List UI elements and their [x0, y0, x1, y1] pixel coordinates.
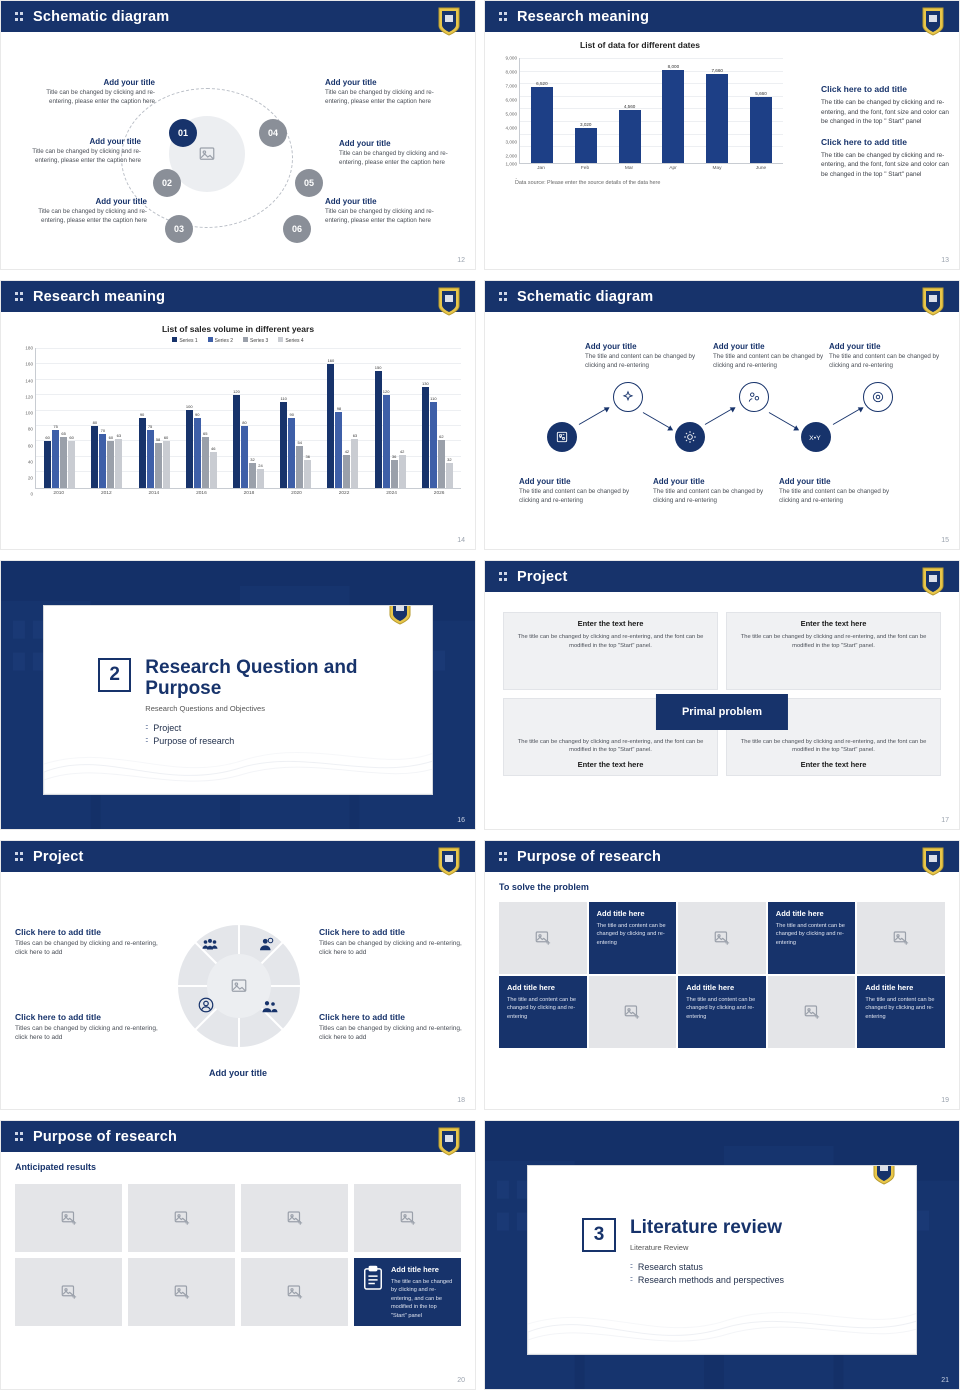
flow-top-caption-2: Add your title The title and content can be changed by clicking and re-entering [713, 342, 824, 369]
bullet-marker-icon: :: [630, 1263, 632, 1271]
cover-card [527, 1165, 917, 1355]
legend-series-1: Series 1 [172, 337, 197, 344]
bar-apr: 8,000 [656, 58, 690, 163]
y-axis: 180 160 140 120 100 80 60 40 20 0 [25, 345, 33, 497]
svg-text:X•Y: X•Y [809, 434, 821, 442]
chart-source-note: Data source: Please enter the source details of the data here [515, 180, 661, 186]
slide-purpose-of-research-19 [484, 840, 960, 1110]
section-bullets [630, 1262, 784, 1285]
user-search-icon [257, 936, 275, 954]
page-number: 16 [457, 817, 465, 824]
page-title: Purpose of research [517, 848, 662, 865]
slide-schematic-diagram-12 [0, 0, 476, 270]
chart-title: List of sales volume in different years [161, 324, 315, 334]
page-number: 14 [457, 537, 465, 544]
slide-section-cover-21 [484, 1120, 960, 1390]
flow-node-5 [801, 422, 831, 452]
crest-icon [921, 847, 945, 876]
flow-node-1 [547, 422, 577, 452]
image-tile [241, 1258, 348, 1326]
image-tile [128, 1184, 235, 1252]
page-title: Project [517, 568, 568, 585]
page-title: Purpose of research [33, 1128, 178, 1145]
image-tile [128, 1258, 235, 1326]
bar-feb: 3,020 [569, 58, 603, 163]
text-box-bottom-right: The title can be changed by clicking and re-entering, and the font can be modified in the top "Start" panel. Enter the text here [726, 698, 941, 776]
crest-icon [437, 287, 461, 316]
image-tile [857, 902, 945, 974]
bullet-marker-icon: :: [145, 737, 148, 745]
image-tile [499, 902, 587, 974]
slide-header [485, 841, 959, 872]
header-dots-icon [499, 571, 509, 583]
right-title-1: Click here to add title [821, 84, 907, 94]
image-tile [15, 1184, 122, 1252]
right-body-2: The title can be changed by clicking and re-entering, and the font, font size and color can be changed in the top " Start" panel [821, 151, 949, 179]
group-2010: 60 75 65 60 [44, 348, 75, 488]
group-2024: 150 120 36 42 [375, 348, 406, 488]
bar-june: 5,660 [744, 58, 778, 163]
group-2018: 120 80 32 24 [233, 348, 264, 488]
bullet-1: :: Research status [630, 1261, 703, 1272]
caption-05: Add your title Title can be changed by clicking and re-entering, please enter the caption here [339, 139, 448, 166]
flow-arrow-4 [769, 412, 799, 430]
bar-chart [493, 55, 787, 181]
content-tile-2: Add title here The title and content can be changed by clicking and re-entering [768, 902, 856, 974]
flow-top-caption-1: Add your title The title and content can be changed by clicking and re-entering [585, 342, 696, 369]
slide-body [1, 32, 475, 270]
slide-purpose-of-research-20 [0, 1120, 476, 1390]
caption-02: Add your title Title can be changed by clicking and re-entering, please enter the caption here [32, 137, 141, 164]
legend-series-3: Series 3 [243, 337, 268, 344]
image-tile [768, 976, 856, 1048]
page-number: 15 [941, 537, 949, 544]
flow-arrow-3 [705, 407, 735, 425]
section-bullets [145, 723, 432, 746]
image-tile [241, 1184, 348, 1252]
donut-caption-4: Click here to add title Titles can be changed by clicking and re-entering, click here to add [319, 1012, 462, 1042]
section-subtitle: Literature Review [630, 1242, 689, 1252]
section-heading: Research Question and Purpose [145, 657, 358, 699]
image-tile [354, 1184, 461, 1252]
caption-04: Add your title Title can be changed by clicking and re-entering, please enter the caption here [325, 78, 434, 105]
flow-bottom-caption-2: Add your title The title and content can be changed by clicking and re-entering [653, 477, 764, 504]
image-tile [678, 902, 766, 974]
flow-top-caption-3: Add your title The title and content can be changed by clicking and re-entering [829, 342, 940, 369]
text-column [821, 84, 949, 190]
header-dots-icon [15, 291, 25, 303]
donut-caption-3: Click here to add title Titles can be changed by clicking and re-entering, click here to add [319, 927, 462, 957]
crest-icon [437, 1127, 461, 1156]
flow-node-4 [739, 382, 769, 412]
node-05: 05 [295, 169, 323, 197]
flow-node-6 [863, 382, 893, 412]
node-02: 02 [153, 169, 181, 197]
flow-bottom-caption-1: Add your title The title and content can be changed by clicking and re-entering [519, 477, 630, 504]
clipboard-icon [362, 1265, 384, 1296]
slide-header [1, 1121, 475, 1152]
grouped-bar-chart [9, 345, 467, 503]
slide-schematic-diagram-15 [484, 280, 960, 550]
section-number: 3 [582, 1218, 616, 1252]
chart-legend [1, 337, 475, 344]
bullet-marker-icon: :: [145, 724, 148, 732]
cover-background [1, 561, 475, 829]
group-2020: 110 90 54 36 [280, 348, 311, 488]
legend-series-2: Series 2 [208, 337, 233, 344]
group-2012: 80 70 60 63 [91, 348, 122, 488]
bullet-2: :: Research methods and perspectives [630, 1274, 784, 1285]
node-04: 04 [259, 119, 287, 147]
donut-caption-title: Add your title [209, 1068, 267, 1078]
donut-caption-2: Click here to add title Titles can be changed by clicking and re-entering, click here to add [15, 1012, 158, 1042]
section-subtitle: Research Questions and Objectives [145, 703, 265, 713]
flow-node-2 [613, 382, 643, 412]
center-highlight-label: Primal problem [656, 694, 788, 730]
content-tile-5: Add title here The title and content can be changed by clicking and re-entering [857, 976, 945, 1048]
group-2026: 130 110 62 32 [422, 348, 453, 488]
slide-header [485, 561, 959, 592]
page-title: Schematic diagram [33, 8, 170, 25]
x-axis: Jan Feb Mar Apr May June [537, 166, 767, 171]
section-heading: To solve the problem [499, 882, 589, 892]
page-title: Research meaning [517, 8, 650, 25]
flow-arrow-2 [643, 412, 673, 430]
group-2016: 100 90 65 46 [186, 348, 217, 488]
page-number: 19 [941, 1097, 949, 1104]
image-tile [589, 976, 677, 1048]
section-number: 2 [98, 658, 131, 692]
caption-03: Add your title Title can be changed by clicking and re-entering, please enter the caption here [38, 197, 147, 224]
two-people-icon [261, 998, 279, 1016]
plot-area [519, 58, 783, 164]
donut-diagram [173, 920, 305, 1052]
group-2022: 160 98 42 63 [327, 348, 358, 488]
highlight-tile: Add title here The title can be changed by clicking and re-entering, and can be modified in the top "Start" panel [354, 1258, 461, 1326]
section-heading: Literature review [630, 1217, 783, 1238]
user-circle-icon [197, 996, 215, 1014]
wave-decoration [528, 1294, 917, 1354]
page-number: 18 [457, 1097, 465, 1104]
section-heading: Anticipated results [15, 1162, 97, 1172]
node-03: 03 [165, 215, 193, 243]
cover-card [43, 605, 433, 795]
node-06: 06 [283, 215, 311, 243]
page-number: 21 [941, 1377, 949, 1384]
caption-01: Add your title Title can be changed by clicking and re-entering, please enter the caption here [46, 78, 155, 105]
cover-background [485, 1121, 959, 1389]
header-dots-icon [499, 291, 509, 303]
right-title-2: Click here to add title [821, 136, 907, 147]
flow-arrow-1 [579, 407, 609, 425]
slide-header [485, 1, 959, 32]
bar-jan: 6,520 [525, 58, 559, 163]
bar-may: 7,660 [700, 58, 734, 163]
crest-icon [388, 605, 412, 625]
node-01: 01 [169, 119, 197, 147]
flow-bottom-caption-3: Add your title The title and content can be changed by clicking and re-entering [779, 477, 890, 504]
text-box-bottom-left: The title can be changed by clicking and re-entering, and the font can be modified in the top "Start" panel. Enter the text here [503, 698, 718, 776]
bullet-2: :: Purpose of research [145, 735, 235, 746]
bar-mar: 4,560 [613, 58, 647, 163]
slide-header [1, 841, 475, 872]
slide-section-cover-16 [0, 560, 476, 830]
chart-title: List of data for different dates [580, 40, 700, 50]
page-title: Project [33, 848, 84, 865]
image-tile [15, 1258, 122, 1326]
bullet-1: :: Project [145, 722, 182, 733]
slide-header [1, 281, 475, 312]
y-axis: 9,000 8,000 7,000 6,000 5,000 4,000 3,000 2,000 1,000 - [505, 55, 517, 181]
flow-node-3 [675, 422, 705, 452]
plot-area [35, 348, 461, 489]
slide-research-meaning-13 [484, 0, 960, 270]
header-dots-icon [499, 851, 509, 863]
x-axis: 2010 2012 2014 2016 2018 2020 2022 2024 2026 [53, 491, 445, 496]
slide-header [485, 281, 959, 312]
content-tile-3: Add title here The title and content can be changed by clicking and re-entering [499, 976, 587, 1048]
group-2014: 90 75 58 60 [139, 348, 170, 488]
page-number: 17 [941, 817, 949, 824]
caption-06: Add your title Title can be changed by clicking and re-entering, please enter the caption here [325, 197, 434, 224]
crest-icon [872, 1165, 896, 1185]
donut-caption-1: Click here to add title Titles can be changed by clicking and re-entering, click here to add [15, 927, 158, 957]
flow-arrow-5 [833, 407, 863, 425]
page-number: 20 [457, 1377, 465, 1384]
content-tile-4: Add title here The title and content can be changed by clicking and re-entering [678, 976, 766, 1048]
text-box-top-right: Enter the text here The title can be changed by clicking and re-entering, and the font can be modified in the top "Start" panel. [726, 612, 941, 690]
header-dots-icon [15, 11, 25, 23]
slide-research-meaning-14 [0, 280, 476, 550]
header-dots-icon [15, 851, 25, 863]
page-title: Research meaning [33, 288, 166, 305]
bullet-marker-icon: :: [630, 1276, 632, 1284]
page-number: 13 [941, 257, 949, 264]
content-tile-1: Add title here The title and content can be changed by clicking and re-entering [589, 902, 677, 974]
header-dots-icon [15, 1131, 25, 1143]
legend-series-4: Series 4 [278, 337, 303, 344]
header-dots-icon [499, 11, 509, 23]
crest-icon [921, 7, 945, 36]
right-body-1: The title can be changed by clicking and re-entering, and the font, font size and color can be changed in the top " Start" panel [821, 99, 949, 126]
slide-header [1, 1, 475, 32]
slide-project-18 [0, 840, 476, 1110]
text-box-top-left: Enter the text here The title can be changed by clicking and re-entering, and the font can be modified in the top "Start" panel. [503, 612, 718, 690]
page-number: 12 [457, 257, 465, 264]
people-group-icon [201, 936, 219, 954]
slide-project-17 [484, 560, 960, 830]
page-title: Schematic diagram [517, 288, 654, 305]
